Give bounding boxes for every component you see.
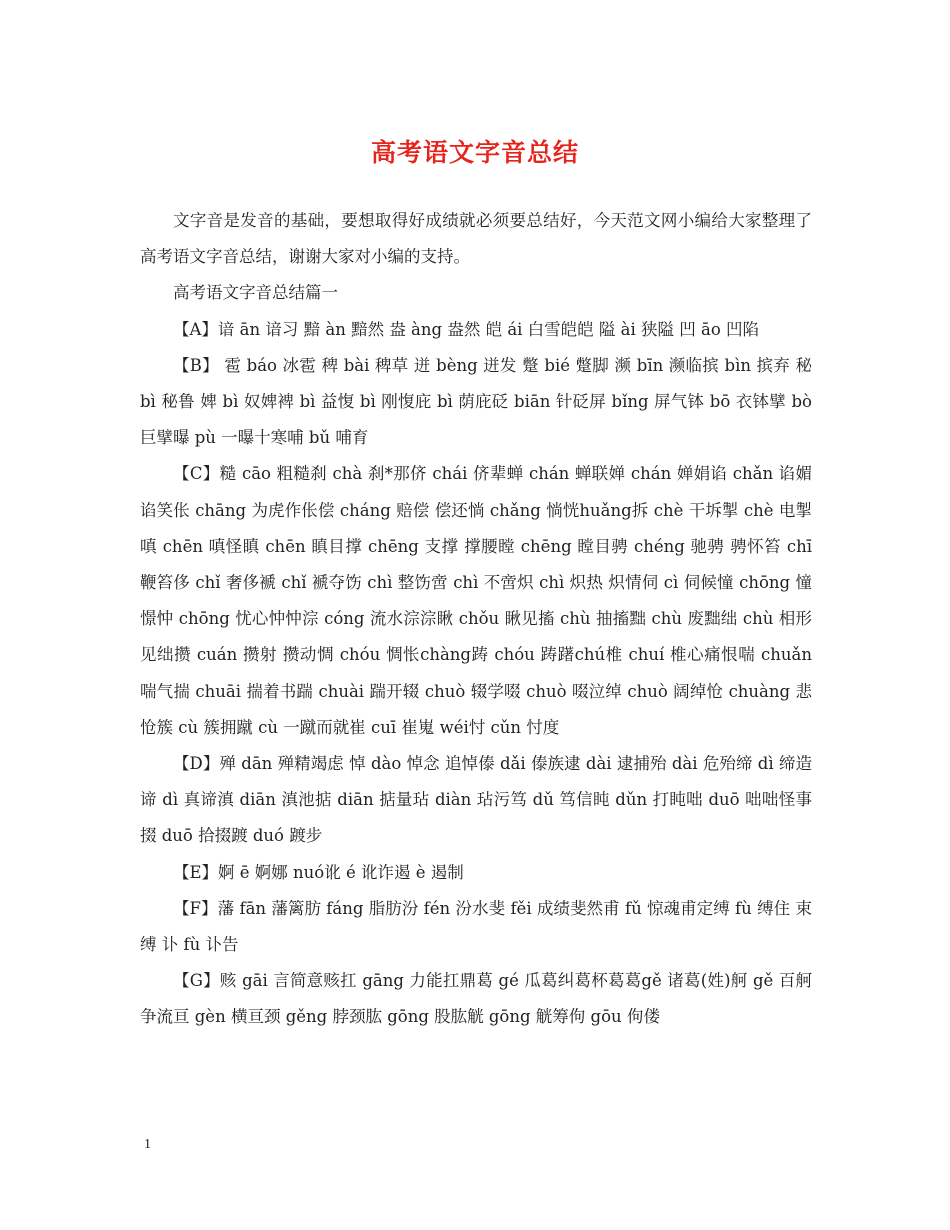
document-title: 高考语文字音总结 [370,138,579,167]
pronunciation-group-g: 【G】赅 gāi 言简意赅扛 gāng 力能扛鼎葛 gé 瓜葛纠葛杯葛葛gě 诸葛(姓)舸 gě 百舸争流亘 gèn 横亘颈 gěng 脖颈肱 gōng 股肱觥 gōng 觥筹佝 gōu 佝偻 [140,971,812,1027]
section-heading: 高考语文字音总结篇一 [173,283,338,303]
pronunciation-group-e: 【E】婀 ē 婀娜 nuó讹 é 讹诈遏 è 遏制 [173,862,464,882]
intro-paragraph: 文字音是发音的基础，要想取得好成绩就必须要总结好，今天范文网小编给大家整理了高考语文字音总结，谢谢大家对小编的支持。 [140,211,812,267]
pronunciation-group-d: 【D】殚 dān 殚精竭虑 悼 dào 悼念 追悼傣 dǎi 傣族逮 dài 逮捕殆 dài 危殆缔 dì 缔造谛 dì 真谛滇 diān 滇池掂 diān 掂量玷 diàn 玷污笃 dǔ 笃信盹 dǔn 打盹咄 duō 咄咄怪事掇 duō 拾掇踱 duó 踱步 [140,754,812,846]
pronunciation-group-a: 【A】谙 ān 谙习 黯 àn 黯然 盎 àng 盎然 皑 ái 白雪皑皑 隘 ài 狭隘 凹 āo 凹陷 [173,319,760,339]
pronunciation-group-b: 【B】 雹 báo 冰雹 稗 bài 稗草 迸 bèng 迸发 蹩 bié 蹩脚 濒 bīn 濒临摈 bìn 摈弃 秘 bì 秘鲁 婢 bì 奴婢裨 bì 益愎 bì 刚愎庇 bì 荫庇砭 biān 针砭屏 bǐng 屏气钵 bō 衣钵擘 bò 巨擘曝 pù 一曝十寒哺 bǔ 哺育 [140,355,812,448]
pronunciation-group-c: 【C】糙 cāo 粗糙刹 chà 刹*那侪 chái 侪辈蝉 chán 蝉联婵 chán 婵娟谄 chǎn 谄媚 谄笑伥 chāng 为虎作伥偿 cháng 赔偿 偿还惝 chǎng 惝恍huǎng拆 chè 干坼掣 chè 电掣嗔 chēn 嗔怪瞋 chēn 瞋目撑 chēng 支撑 撑腰瞠 chēng 瞠目骋 chéng 驰骋 骋怀笞 chī 鞭笞侈 chǐ 奢侈褫 chǐ 褫夺饬 chì 整饬啻 chì 不啻炽 chì 炽热 炽情伺 cì 伺候憧 chōng 憧憬忡 chōng 忧心忡忡淙 cóng 流水淙淙瞅 chǒu 瞅见搐 chù 抽搐黜 chù 废黜绌 chù 相形见绌攒 cuán 攒射 攒动惆 chóu 惆怅chàng踌 chóu 踌躇chú椎 chuí 椎心痛恨喘 chuǎn 喘气揣 chuāi 揣着书踹 chuài 踹开辍 chuò 辍学啜 chuò 啜泣绰 chuò 阔绰怆 chuàng 悲怆簇 cù 簇拥蹴 cù 一蹴而就崔 cuī 崔嵬 wéi忖 cǔn 忖度 [140,464,812,737]
document-body [140,203,812,1036]
pronunciation-group-f: 【F】藩 fān 藩篱肪 fáng 脂肪汾 fén 汾水斐 fěi 成绩斐然甫 fǔ 惊魂甫定缚 fù 缚住 束缚 讣 fù 讣告 [140,898,812,955]
page-number: 1 [144,1137,151,1152]
